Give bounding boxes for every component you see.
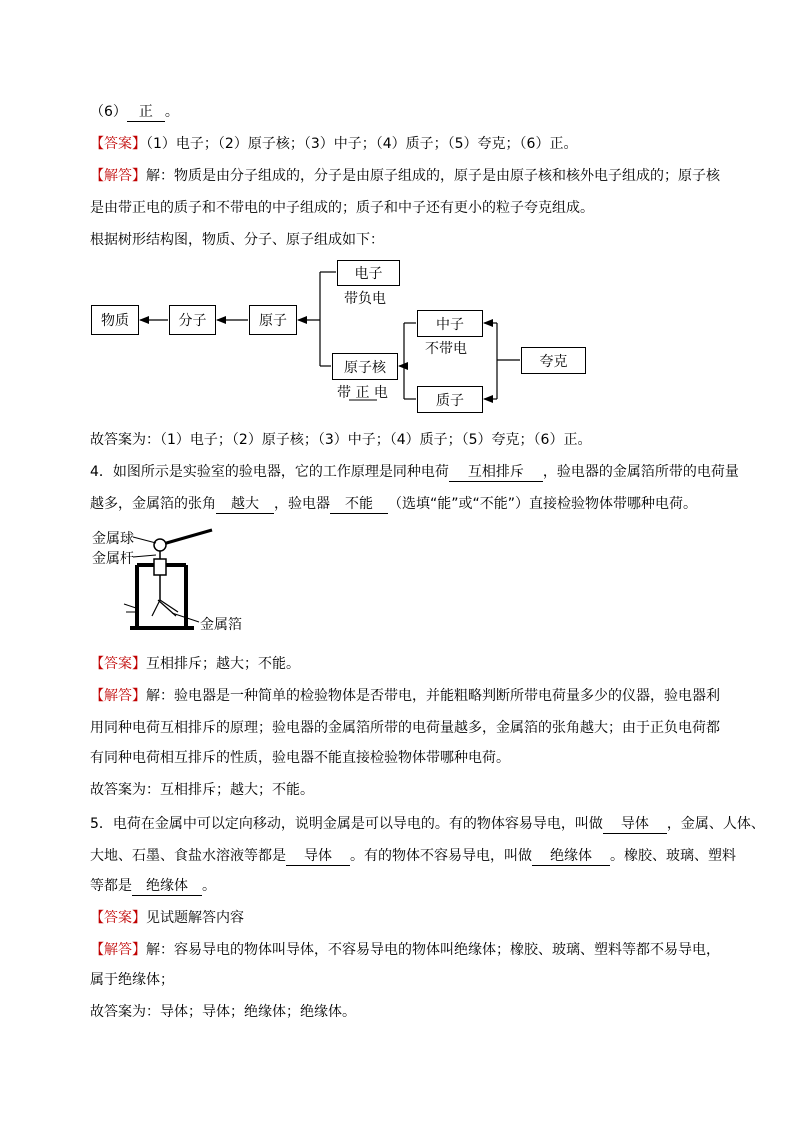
- q4-explain-1: [90, 686, 720, 706]
- explain-text: 解：物质是由分子组成的，分子是由原子组成的，原子是由原子核和核外电子组成的；原子核: [146, 168, 720, 184]
- q4-blank3: 不能: [330, 496, 388, 514]
- q5-blank3: 绝缘体: [532, 848, 610, 866]
- answer-tag: 【答案】: [90, 136, 146, 152]
- q4-text: 越多，金属箔的张角: [90, 496, 216, 512]
- q5-text: 。橡胶、玻璃、塑料: [610, 848, 736, 864]
- q4-answer: [90, 654, 300, 674]
- node-neutron: 中子: [417, 310, 483, 337]
- answer-tag: 【答案】: [90, 910, 146, 926]
- q5-answer: [90, 908, 244, 928]
- node-nucleus: 原子核: [332, 353, 398, 380]
- q5-text: 大地、石墨、食盐水溶液等都是: [90, 848, 286, 864]
- explain-tag: 【解答】: [90, 942, 146, 958]
- q5-explain-1: [90, 940, 720, 960]
- q5-text: 等都是: [90, 878, 132, 894]
- explain-text: 解：验电器是一种简单的检验物体是否带电，并能粗略判断所带电荷量多少的仪器，验电器利: [146, 688, 720, 704]
- explain-text: 解：容易导电的物体叫导体，不容易导电的物体叫绝缘体；橡胶、玻璃、塑料等都不易导电，: [146, 942, 720, 958]
- neutron-note: 不带电: [425, 341, 467, 357]
- node-electron: 电子: [337, 260, 400, 286]
- q5-blank2: 导体: [286, 848, 350, 866]
- nucleus-note: 带 正 电: [337, 385, 388, 401]
- q3-explain-2: 是由带正电的质子和不带电的中子组成的；质子和中子还有更小的粒子夸克组成。: [90, 200, 594, 216]
- node-atom: 原子: [249, 305, 297, 335]
- q5-text: 5．电荷在金属中可以定向移动，说明金属是可以导电的。有的物体容易导电，叫做: [90, 816, 603, 832]
- electron-note: 带负电: [344, 291, 386, 307]
- q5-text: 。有的物体不容易导电，叫做: [350, 848, 532, 864]
- answer-text: （1）电子；（2）原子核；（3）中子；（4）质子；（5）夸克；（6）正。: [146, 136, 578, 152]
- node-quark: 夸克: [521, 347, 586, 374]
- q4-blank2: 越大: [216, 496, 274, 514]
- q3-final: 故答案为：（1）电子；（2）原子核；（3）中子；（4）质子；（5）夸克；（6）正。: [90, 432, 592, 448]
- q4-explain-2: 用同种电荷互相排斥的原理；验电器的金属箔所带的电荷量越多，金属箔的张角越大；由于正负电荷都: [90, 720, 720, 736]
- q4-text: （选填“能”或“不能”）直接检验物体带哪种电荷。: [388, 496, 698, 512]
- q3-answer6-suffix: 。: [164, 104, 179, 120]
- q5-blank4: 绝缘体: [132, 878, 202, 896]
- q5-line2: [90, 846, 736, 866]
- explain-tag: 【解答】: [90, 688, 146, 704]
- label-metal-rod: 金属杆: [92, 551, 134, 567]
- label-metal-ball: 金属球: [92, 531, 134, 547]
- q5-explain-2: 属于绝缘体；: [90, 972, 174, 988]
- explain-tag: 【解答】: [90, 168, 146, 184]
- q5-text: ，金属、人体、: [666, 816, 765, 832]
- q4-blank1: 互相排斥: [449, 464, 543, 482]
- q5-final: 故答案为：导体；导体；绝缘体；绝缘体。: [90, 1004, 356, 1020]
- q5-line3: [90, 876, 216, 896]
- q3-answer6-blank: 正: [127, 104, 165, 122]
- q4-text: ，验电器: [274, 496, 330, 512]
- answer-text: 互相排斥；越大；不能。: [146, 656, 300, 672]
- answer-text: 见试题解答内容: [146, 910, 244, 926]
- node-molecule: 分子: [169, 305, 216, 335]
- q3-tree-intro: 根据树形结构图，物质、分子、原子组成如下：: [90, 232, 384, 248]
- q4-text: 4．如图所示是实验室的验电器，它的工作原理是同种电荷: [90, 464, 449, 480]
- q4-explain-3: 有同种电荷相互排斥的性质，验电器不能直接检验物体带哪种电荷。: [90, 750, 510, 766]
- q5-text: 。: [202, 878, 216, 894]
- q5-line1: [90, 814, 765, 834]
- q4-text: ，验电器的金属箔所带的电荷量: [542, 464, 739, 480]
- label-metal-foil: 金属箔: [200, 617, 242, 633]
- node-proton: 质子: [417, 386, 483, 413]
- q3-answer6-prefix: （6）: [90, 104, 127, 120]
- node-substance: 物质: [91, 305, 139, 335]
- q4-final: 故答案为：互相排斥；越大；不能。: [90, 782, 314, 798]
- q5-blank1: 导体: [603, 816, 667, 834]
- answer-tag: 【答案】: [90, 656, 146, 672]
